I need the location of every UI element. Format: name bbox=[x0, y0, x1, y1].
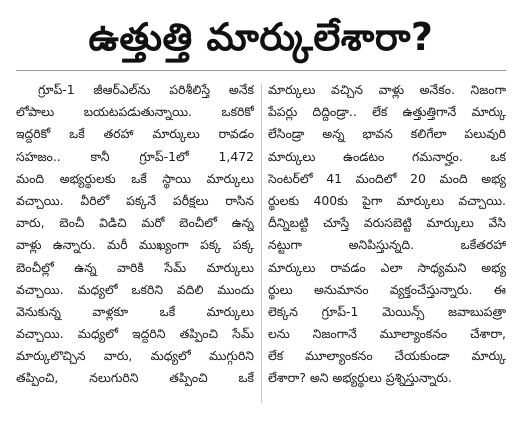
text-line: లేశారా? అని అభ్యర్థులు ప్రశ్నిస్తున్నారు. bbox=[268, 370, 452, 386]
text-line: లేక మూల్యాంకనం చేయకుండా మార్కు bbox=[268, 348, 506, 364]
text-line: లను నిజంగానే మూల్యాంకనం చేశారా, bbox=[268, 326, 506, 342]
text-line: వచ్చాయి. మధ్యలో ఒకరిని వదిలి ముందు bbox=[16, 281, 254, 297]
column-left bbox=[16, 79, 254, 409]
column-divider bbox=[261, 83, 262, 403]
headline: ఉత్తుత్తి మార్కులేశారా? bbox=[88, 15, 434, 59]
text-line: గ్రూప్‌-1 జీఆర్‌ఎల్‌ను పరిశీలిస్తే అనేక bbox=[38, 82, 254, 97]
text-line: నట్టుగా అనిపిస్తున్నది. ఒకేతరహా bbox=[268, 237, 506, 253]
text-line: మార్కులు రావడం ఎలా సాధ్యమని అభ్య bbox=[268, 259, 506, 275]
text-line: మార్కులొచ్చిన వారు, మధ్యలో ముగ్గురిని bbox=[16, 348, 254, 364]
text-line: మార్కులు వచ్చిన వాళ్లు అనేకం. నిజంగా bbox=[268, 82, 506, 97]
text-line: ఇద్దరికో ఒకే తరహా మార్కులు రావడం bbox=[16, 126, 254, 142]
text-line: వాళ్లు ఉన్నారు. మరీ ముఖ్యంగా పక్క పక్క bbox=[16, 237, 254, 253]
text-line: వెనుకున్న వాళ్లకూ ఒకే మార్కులు bbox=[16, 303, 254, 319]
article-body bbox=[16, 79, 506, 409]
text-line: దీన్నిబట్టి చూస్తే వరుసబెట్టి మార్కులు వేసి bbox=[268, 215, 506, 231]
text-line: తప్పించి, నలుగురిని తప్పించి ఒకే bbox=[16, 370, 254, 386]
text-line: వచ్చాయి. వీరిలో పక్కనే పరీక్షలు రాసిన bbox=[16, 192, 254, 208]
text-line: లేసిండ్రా అన్న భావన కలిగేలా పలువురి bbox=[268, 126, 506, 142]
text-line: ర్థులకు 400కు పైగా మార్కులు వచ్చాయి. bbox=[268, 192, 506, 208]
text-line: మంది అభ్యర్థులకు ఒకే స్థాయి మార్కులు bbox=[16, 170, 254, 186]
text-line: వచ్చాయి. మధ్యలో ఇద్దరిని తప్పించి సేమ్‌ bbox=[16, 326, 254, 342]
text-line: లెక్కన గ్రూప్‌-1 మెయిన్స్‌ జవాబుపత్రా bbox=[268, 303, 506, 319]
text-line: లోపాలు బయటపడుతున్నాయి. ఒకరికో bbox=[16, 104, 254, 120]
text-line: సహజం.. కానీ గ్రూప్‌-1లో 1,472 bbox=[16, 148, 254, 164]
headline-rule bbox=[16, 70, 506, 71]
text-line: మార్కులు ఉండటం గమనార్హం. ఒక bbox=[268, 148, 506, 164]
text-line: సెంటర్‌లో 41 మందిలో 20 మంది అభ్య bbox=[268, 170, 506, 186]
text-line: ర్థులు అనుమానం వ్యక్తంచేస్తున్నారు. ఈ bbox=[268, 281, 506, 297]
column-right bbox=[268, 79, 506, 409]
text-line: వారు, బెంచీ విడిచి మరో బెంచీలో ఉన్న bbox=[16, 215, 254, 231]
text-line: బెంచీల్లో ఉన్న వారికి సేమ్‌ మార్కులు bbox=[16, 259, 254, 275]
text-line: పేపర్లు దిద్దిండ్రా.. లేక ఉత్తుత్తిగానే మార్కు bbox=[268, 104, 506, 120]
